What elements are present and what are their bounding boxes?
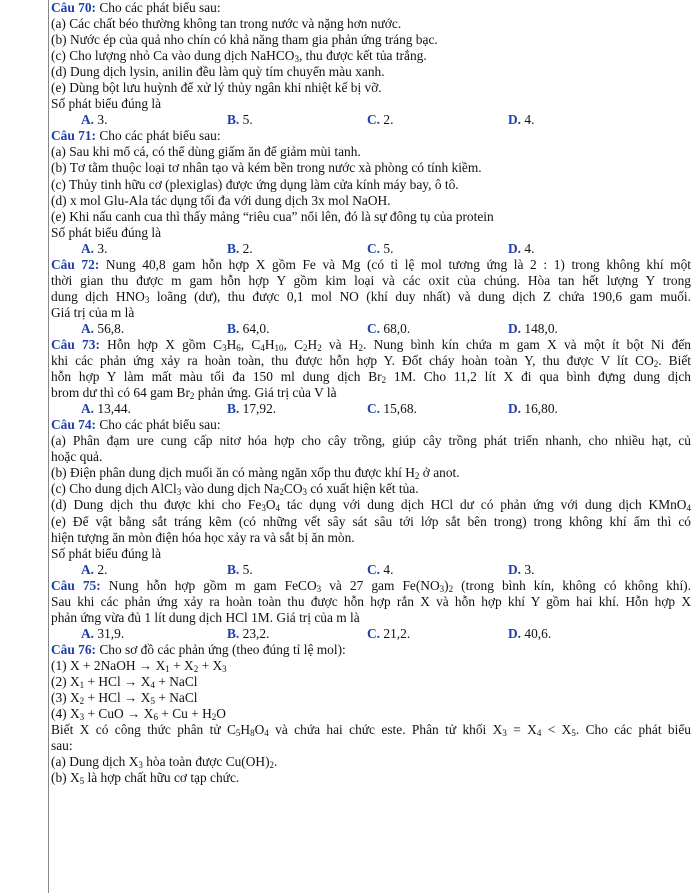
q76-stem: Câu 76: Cho sơ đồ các phản ứng (theo đúng tỉ lệ mol): [51, 641, 346, 657]
q74-options [51, 562, 691, 578]
q70-statement-d: (d) Dung dịch lysin, anilin đều làm quỳ tím chuyển màu xanh. [51, 64, 385, 80]
q70-statement-c: (c) Cho lượng nhỏ Ca vào dung dịch NaHCO$_3$, thu được kết tủa trắng. [51, 48, 427, 65]
q75-label: Câu 75: [51, 577, 101, 593]
q75-option-d[interactable]: D. 40,6. [508, 625, 552, 641]
q72-label: Câu 72: [51, 256, 100, 272]
q70-option-b[interactable]: B. 5. [227, 112, 253, 128]
q70-statement-a: (a) Các chất béo thường không tan trong nước và nặng hơn nước. [51, 16, 402, 32]
q72-line-3: dung dịch $HNO_3$ loãng (dư), thu được 0,1 mol NO (khí duy nhất) và dung dịch Z chứa 190,6 gam muối. [51, 288, 691, 305]
q72-line-2: thời gian thu được m gam hỗn hợp Y gồm kim loại và các oxit của chúng. Hòa tan hết lượng Y trong [51, 272, 691, 288]
q75-option-c[interactable]: C. 21,2. [367, 625, 411, 641]
q71-statement-e: (e) Khi nấu canh cua thì thấy mảng “riêu cua” nổi lên, đó là sự đông tụ của protein [51, 208, 494, 224]
q74-label: Câu 74: [51, 417, 97, 433]
q76-reaction-3: (3) $X_2$ + HCl → $X_5$ + NaCl [51, 690, 198, 707]
q73-option-a[interactable]: A. 13,44. [81, 401, 131, 417]
q76-reaction-4: (4) $X_3$ + CuO → $X_6 + Cu + H_2O$ [51, 706, 226, 723]
q75-options [51, 626, 691, 642]
page-content [51, 0, 691, 786]
q71-statement-d: (d) x mol Glu-Ala tác dụng tối đa với dung dịch 3x mol NaOH. [51, 192, 391, 208]
left-margin-rule [48, 0, 49, 893]
q71-option-c[interactable]: C. 5. [367, 240, 394, 256]
q74-option-c[interactable]: C. 4. [367, 561, 394, 577]
q70-statement-b: (b) Nước ép của quả nho chín có khả năng tham gia phản ứng tráng bạc. [51, 32, 438, 48]
q72-option-a[interactable]: A. 56,8. [81, 320, 125, 336]
q75-line-2: Sau khi các phản ứng xảy ra hoàn toàn thu được hỗn hợp rắn X và hỗn hợp khí Y gồm hai khí. Hỗn hợp X [51, 593, 691, 609]
q70-label: Câu 70: [51, 0, 97, 15]
q70-option-d[interactable]: D. 4. [508, 112, 535, 128]
q73-line-2: khi các phản ứng xảy ra hoàn toàn, thu được hỗn hợp Y. Đốt cháy hoàn toàn Y, thu được V lít $CO_2$. Biết [51, 353, 692, 370]
q74-statement-e-line-2: hiện tượng ăn mòn điện hóa học xảy ra và sắt bị ăn mòn. [51, 529, 355, 545]
q73-options [51, 401, 691, 417]
q76-statement-b: (b) $X_5$ là hợp chất hữu cơ tạp chức. [51, 770, 240, 787]
q71-ask: Số phát biểu đúng là [51, 224, 162, 240]
q73-line-1: Câu 73: Hỗn hợp X gồm $C_3H_6$, $C_4H_{10}$, $C_2H_2$ và $H_2$. Nung bình kín chứa m gam X và một ít bột Ni đến [51, 336, 691, 353]
q74-statement-b: (b) Điện phân dung dịch muối ăn có màng ngăn xốp thu được khí $H_2$ ở anot. [51, 465, 460, 482]
q74-option-a[interactable]: A. 2. [81, 561, 108, 577]
q73-option-c[interactable]: C. 15,68. [367, 401, 417, 417]
q76-statement-a: (a) Dung dịch $X_3$ hòa toàn được $Cu(OH)_2$. [51, 754, 278, 771]
q74-option-d[interactable]: D. 3. [508, 561, 535, 577]
q72-option-c[interactable]: C. 68,0. [367, 320, 411, 336]
q72-options [51, 321, 691, 337]
q71-statement-b: (b) Tơ tằm thuộc loại tơ nhân tạo và kém bền trong nước xà phòng có tính kiềm. [51, 160, 482, 176]
q74-statement-a-line-1: (a) Phân đạm ure cung cấp nitơ hóa hợp cho cây trồng, giúp cây trồng phát triển nhanh, cho nhiều hạt, củ [51, 433, 691, 449]
q73-line-3: hỗn hợp Y làm mất màu tối đa 150 ml dung dịch $Br_2$ 1M. Cho 11,2 lít X đi qua bình đựng dung dịch [51, 369, 691, 386]
q76-reaction-2: (2) $X_1$ + HCl → $X_4$ + NaCl [51, 673, 198, 690]
q72-option-d[interactable]: D. 148,0. [508, 320, 558, 336]
q73-line-4: brom dư thì có 64 gam $Br_2$ phản ứng. Giá trị của V là [51, 385, 337, 402]
q70-option-a[interactable]: A. 3. [81, 112, 108, 128]
q72-line-4: Giá trị của m là [51, 304, 135, 320]
q74-statement-a-line-2: hoặc quả. [51, 449, 103, 465]
q70-stem: Câu 70: Cho các phát biểu sau: [51, 0, 221, 15]
q75-line-3: phản ứng vừa đủ 1 lít dung dịch HCl 1M. Giá trị của m là [51, 609, 360, 625]
q74-statement-e-line-1: (e) Để vật bằng sắt tráng kẽm (có những vết sây sát sâu tới lớp sắt bên trong) trong không khí ẩm thì có [51, 513, 691, 529]
q74-ask: Số phát biểu đúng là [51, 545, 162, 561]
q73-option-b[interactable]: B. 17,92. [227, 401, 277, 417]
q70-options [51, 112, 691, 128]
q70-option-c[interactable]: C. 2. [367, 112, 394, 128]
q75-option-b[interactable]: B. 23,2. [227, 625, 270, 641]
q76-reaction-1: (1) X + 2NaOH → $X_1 + X_2 + X_3$ [51, 657, 227, 674]
q74-stem: Câu 74: Cho các phát biểu sau: [51, 417, 221, 433]
q71-option-d[interactable]: D. 4. [508, 240, 535, 256]
q74-option-b[interactable]: B. 5. [227, 561, 253, 577]
q71-label: Câu 71: [51, 128, 97, 144]
q76-info-line-1: Biết X có công thức phân tử $C_5H_8O_4$ và chứa hai chức este. Phân tử khối $X_3 = X_4 < X_5$. Cho các phát biểu [51, 722, 691, 739]
q71-statement-c: (c) Thủy tinh hữu cơ (plexiglas) được ứng dụng làm cửa kính máy bay, ô tô. [51, 176, 459, 192]
q72-line-1: Câu 72: Nung 40,8 gam hỗn hợp X gồm Fe và Mg (có tỉ lệ mol tương ứng là 2 : 1) trong không khí một [51, 256, 691, 272]
q76-label: Câu 76: [51, 641, 97, 657]
q71-option-b[interactable]: B. 2. [227, 240, 253, 256]
q71-stem: Câu 71: Cho các phát biểu sau: [51, 128, 221, 144]
q75-line-1: Câu 75: Nung hỗn hợp gồm m gam FeCO$_3$ và 27 gam $Fe(NO_3)_2$ (trong bình kín, không có không khí). [51, 577, 691, 594]
q71-options [51, 241, 691, 257]
q72-option-b[interactable]: B. 64,0. [227, 320, 270, 336]
q73-option-d[interactable]: D. 16,80. [508, 401, 558, 417]
q76-info-line-2: sau: [51, 738, 73, 754]
q71-statement-a: (a) Sau khi mổ cá, có thể dùng giấm ăn để giảm mùi tanh. [51, 144, 361, 160]
q74-statement-c: (c) Cho dung dịch AlCl$_3$ vào dung dịch $Na_2CO_3$ có xuất hiện kết tủa. [51, 481, 419, 498]
q73-label: Câu 73: [51, 336, 100, 352]
q74-statement-d: (d) Dung dịch thu được khi cho $Fe_3O_4$ tác dụng với dung dịch HCl dư có phản ứng với dung dịch KMnO$_4$ [51, 497, 691, 514]
q70-statement-e: (e) Dùng bột lưu huỳnh để xử lý thủy ngân khi nhiệt kế bị vỡ. [51, 80, 382, 96]
q71-option-a[interactable]: A. 3. [81, 240, 108, 256]
q70-ask: Số phát biểu đúng là [51, 96, 162, 112]
q75-option-a[interactable]: A. 31,9. [81, 625, 125, 641]
